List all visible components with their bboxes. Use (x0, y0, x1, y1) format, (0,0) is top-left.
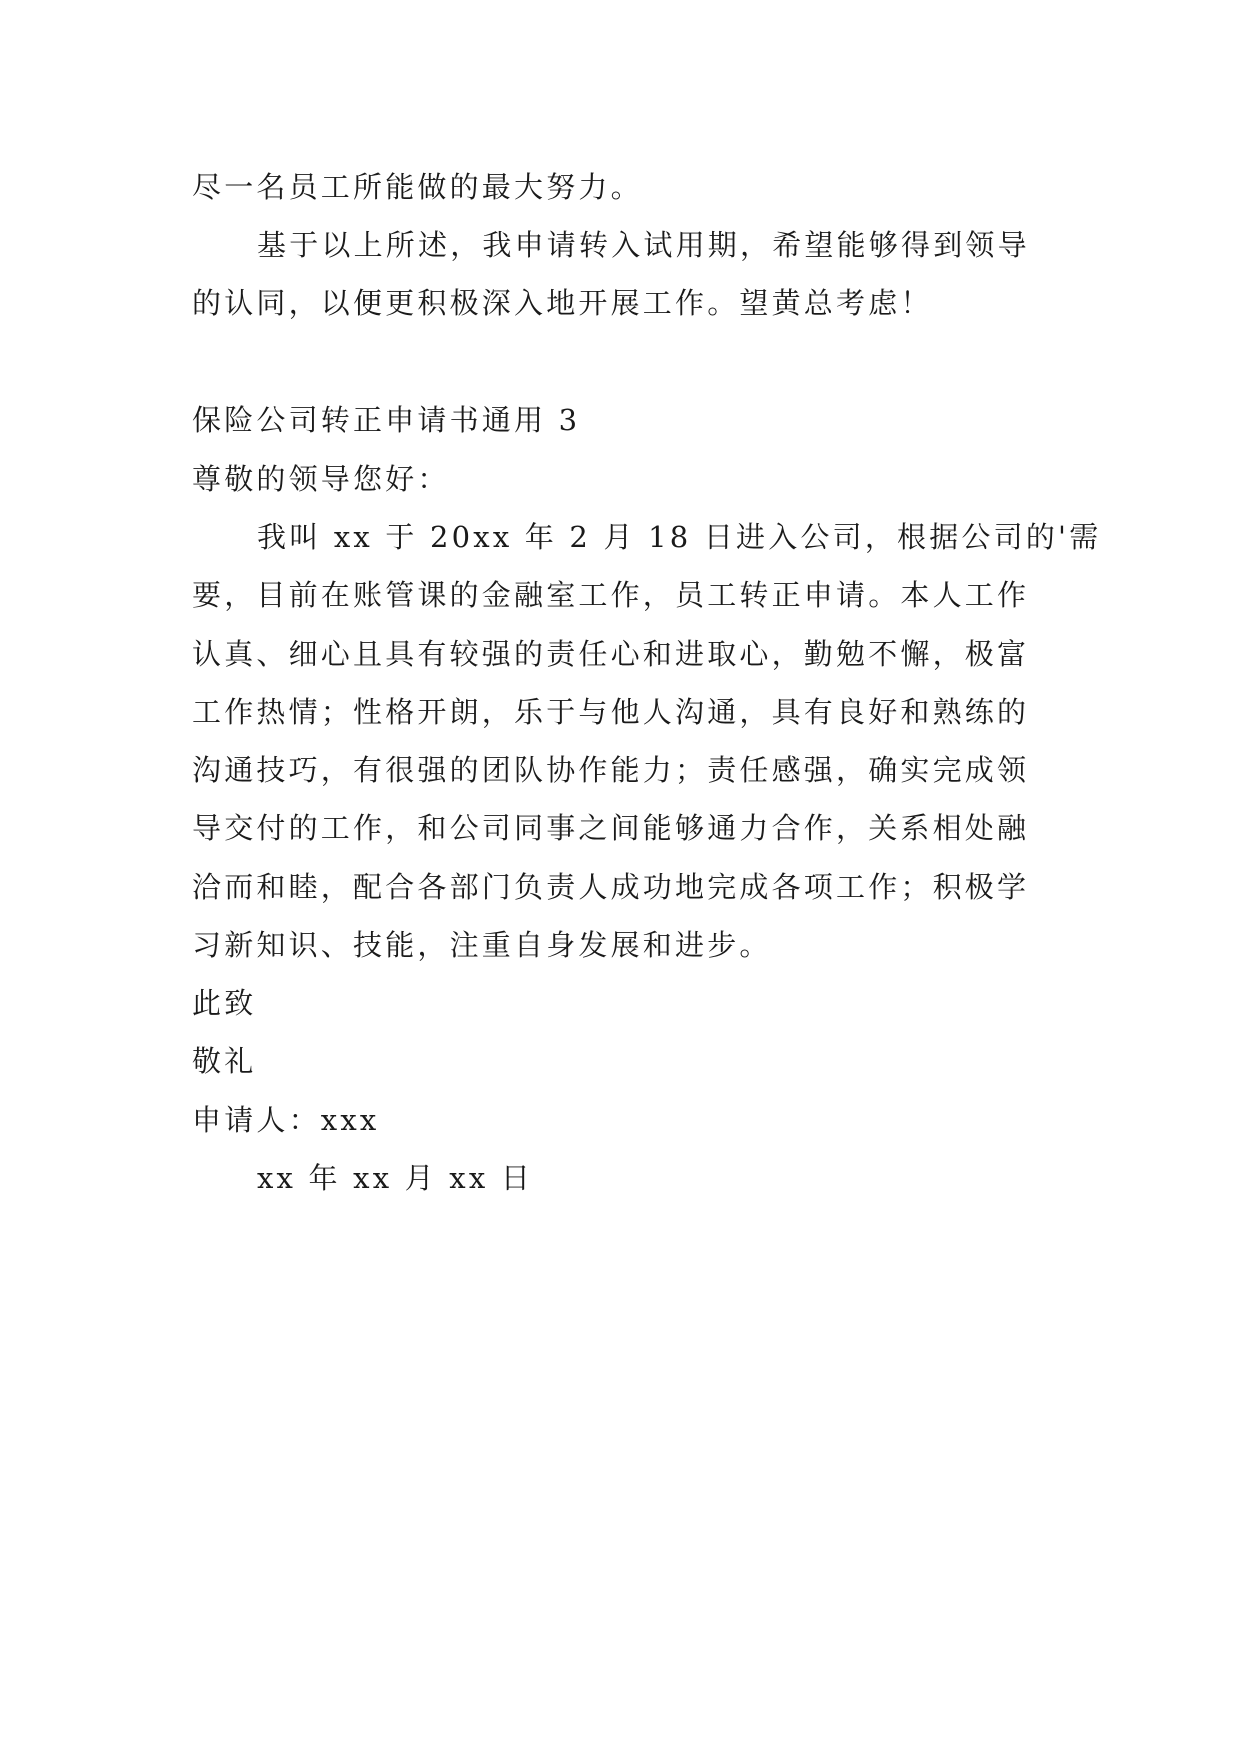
paragraph-line: 沟通技巧，有很强的团队协作能力；责任感强，确实完成领 (192, 753, 1030, 787)
salutation: 尊敬的领导您好： (192, 462, 450, 496)
paragraph-line: 我叫 xx 于 20xx 年 2 月 18 日进入公司，根据公司的'需 (257, 520, 1102, 554)
paragraph-line: 导交付的工作，和公司同事之间能够通力合作，关系相处融 (192, 811, 1030, 845)
section-title: 保险公司转正申请书通用 3 (192, 403, 581, 437)
paragraph-line: 尽一名员工所能做的最大努力。 (192, 170, 643, 204)
paragraph-line: 洽而和睦，配合各部门负责人成功地完成各项工作；积极学 (192, 870, 1030, 904)
date-line: xx 年 xx 月 xx 日 (257, 1161, 534, 1195)
applicant-signature: 申请人：xxx (192, 1103, 380, 1137)
paragraph-line: 工作热情；性格开朗，乐于与他人沟通，具有良好和熟练的 (192, 695, 1030, 729)
paragraph-line: 要，目前在账管课的金融室工作，员工转正申请。本人工作 (192, 578, 1030, 612)
paragraph-line: 的认同，以便更积极深入地开展工作。望黄总考虑！ (192, 286, 933, 320)
paragraph-line: 认真、细心且具有较强的责任心和进取心，勤勉不懈，极富 (192, 637, 1030, 671)
closing-regards: 敬礼 (192, 1044, 257, 1078)
paragraph-line: 习新知识、技能，注重自身发展和进步。 (192, 928, 772, 962)
paragraph-line: 基于以上所述，我申请转入试用期，希望能够得到领导 (257, 228, 1030, 262)
closing-line: 此致 (192, 986, 257, 1020)
